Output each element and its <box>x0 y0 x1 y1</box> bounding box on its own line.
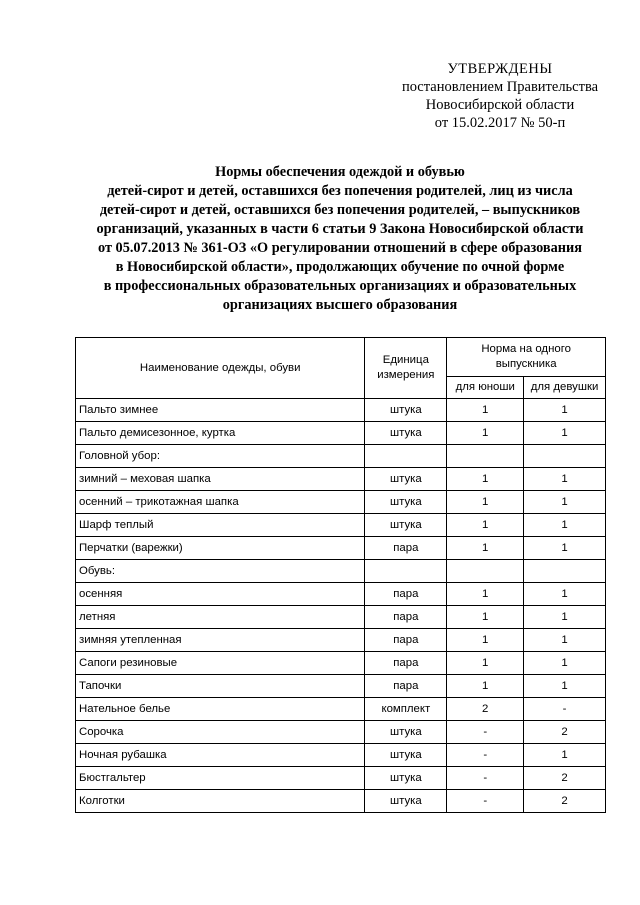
cell-name: зимняя утепленная <box>76 629 365 652</box>
title-line: в профессиональных образовательных организациях и образовательных <box>103 278 577 294</box>
cell-name: Сорочка <box>76 721 365 744</box>
cell-unit <box>365 445 447 468</box>
table-row <box>76 652 606 675</box>
cell-unit: пара <box>365 583 447 606</box>
cell-name: Перчатки (варежки) <box>76 537 365 560</box>
table-row <box>76 422 606 445</box>
table-row <box>76 583 606 606</box>
cell-name: Сапоги резиновые <box>76 652 365 675</box>
cell-unit: штука <box>365 767 447 790</box>
table-row <box>76 767 606 790</box>
cell-girls: 1 <box>524 422 606 445</box>
document-title <box>60 163 620 315</box>
header-girls: для девушки <box>524 377 606 399</box>
table-body <box>76 399 606 813</box>
cell-girls: 1 <box>524 744 606 767</box>
table-row <box>76 560 606 583</box>
table-row <box>76 399 606 422</box>
table-row <box>76 468 606 491</box>
table-row <box>76 675 606 698</box>
cell-boys: - <box>447 790 524 813</box>
table-row <box>76 514 606 537</box>
cell-name: Тапочки <box>76 675 365 698</box>
cell-name: Головной убор: <box>76 445 365 468</box>
cell-unit: пара <box>365 629 447 652</box>
cell-boys <box>447 445 524 468</box>
title-line: от 05.07.2013 № 361-ОЗ «О регулировании отношений в сфере образования <box>98 240 582 256</box>
cell-girls: 1 <box>524 468 606 491</box>
cell-name: летняя <box>76 606 365 629</box>
cell-unit: пара <box>365 675 447 698</box>
cell-girls: 1 <box>524 537 606 560</box>
cell-unit: пара <box>365 652 447 675</box>
header-unit: Единица измерения <box>365 338 447 399</box>
cell-unit: комплект <box>365 698 447 721</box>
cell-boys: 1 <box>447 606 524 629</box>
cell-boys: - <box>447 721 524 744</box>
header-norm: Норма на одного выпускника <box>447 338 606 377</box>
cell-unit: штука <box>365 422 447 445</box>
cell-girls: 1 <box>524 491 606 514</box>
approval-block <box>380 60 620 132</box>
table-row <box>76 491 606 514</box>
cell-boys: 1 <box>447 583 524 606</box>
cell-boys: 1 <box>447 514 524 537</box>
approval-line: постановлением Правительства <box>401 79 599 95</box>
cell-girls: 1 <box>524 629 606 652</box>
title-line: организаций, указанных в части 6 статьи 9 Закона Новосибирской области <box>96 221 584 237</box>
cell-boys: 1 <box>447 491 524 514</box>
approval-line: Новосибирской области <box>425 97 575 113</box>
cell-name: Бюстгальтер <box>76 767 365 790</box>
table-row <box>76 698 606 721</box>
title-line: детей-сирот и детей, оставшихся без попечения родителей, – выпускников <box>99 202 581 218</box>
cell-boys: - <box>447 767 524 790</box>
cell-unit <box>365 560 447 583</box>
cell-boys: - <box>447 744 524 767</box>
cell-girls: 1 <box>524 583 606 606</box>
cell-name: осенний – трикотажная шапка <box>76 491 365 514</box>
cell-unit: штука <box>365 744 447 767</box>
cell-boys: 1 <box>447 537 524 560</box>
cell-name: Нательное белье <box>76 698 365 721</box>
cell-girls: 1 <box>524 606 606 629</box>
header-name: Наименование одежды, обуви <box>76 338 365 399</box>
cell-unit: штука <box>365 721 447 744</box>
cell-girls: 2 <box>524 790 606 813</box>
cell-unit: пара <box>365 537 447 560</box>
cell-girls <box>524 560 606 583</box>
table-row <box>76 537 606 560</box>
cell-unit: штука <box>365 468 447 491</box>
cell-girls: 2 <box>524 767 606 790</box>
cell-unit: пара <box>365 606 447 629</box>
cell-name: Шарф теплый <box>76 514 365 537</box>
cell-unit: штука <box>365 491 447 514</box>
cell-name: Пальто демисезонное, куртка <box>76 422 365 445</box>
approval-heading: УТВЕРЖДЕНЫ <box>447 61 553 77</box>
cell-unit: штука <box>365 790 447 813</box>
cell-girls: 1 <box>524 399 606 422</box>
cell-boys: 2 <box>447 698 524 721</box>
table-row <box>76 606 606 629</box>
title-line: в Новосибирской области», продолжающих обучение по очной форме <box>115 259 565 275</box>
approval-date: от 15.02.2017 № 50-п <box>434 115 566 131</box>
cell-girls: 1 <box>524 652 606 675</box>
cell-name: Ночная рубашка <box>76 744 365 767</box>
cell-boys <box>447 560 524 583</box>
cell-name: Обувь: <box>76 560 365 583</box>
cell-boys: 1 <box>447 629 524 652</box>
table-row <box>76 744 606 767</box>
cell-boys: 1 <box>447 422 524 445</box>
cell-girls: 2 <box>524 721 606 744</box>
cell-girls: - <box>524 698 606 721</box>
table-row <box>76 629 606 652</box>
title-line: детей-сирот и детей, оставшихся без попечения родителей, лиц из числа <box>107 183 573 199</box>
title-line: Нормы обеспечения одеждой и обувью <box>215 164 465 180</box>
table-row <box>76 445 606 468</box>
table-row <box>76 721 606 744</box>
cell-unit: штука <box>365 399 447 422</box>
title-line: организациях высшего образования <box>222 297 458 313</box>
cell-girls: 1 <box>524 514 606 537</box>
cell-boys: 1 <box>447 399 524 422</box>
cell-boys: 1 <box>447 468 524 491</box>
cell-boys: 1 <box>447 652 524 675</box>
cell-name: Пальто зимнее <box>76 399 365 422</box>
cell-boys: 1 <box>447 675 524 698</box>
cell-name: осенняя <box>76 583 365 606</box>
table-row <box>76 790 606 813</box>
cell-girls: 1 <box>524 675 606 698</box>
cell-unit: штука <box>365 514 447 537</box>
cell-name: Колготки <box>76 790 365 813</box>
cell-girls <box>524 445 606 468</box>
cell-name: зимний – меховая шапка <box>76 468 365 491</box>
header-boys: для юноши <box>447 377 524 399</box>
norms-table <box>75 337 606 813</box>
